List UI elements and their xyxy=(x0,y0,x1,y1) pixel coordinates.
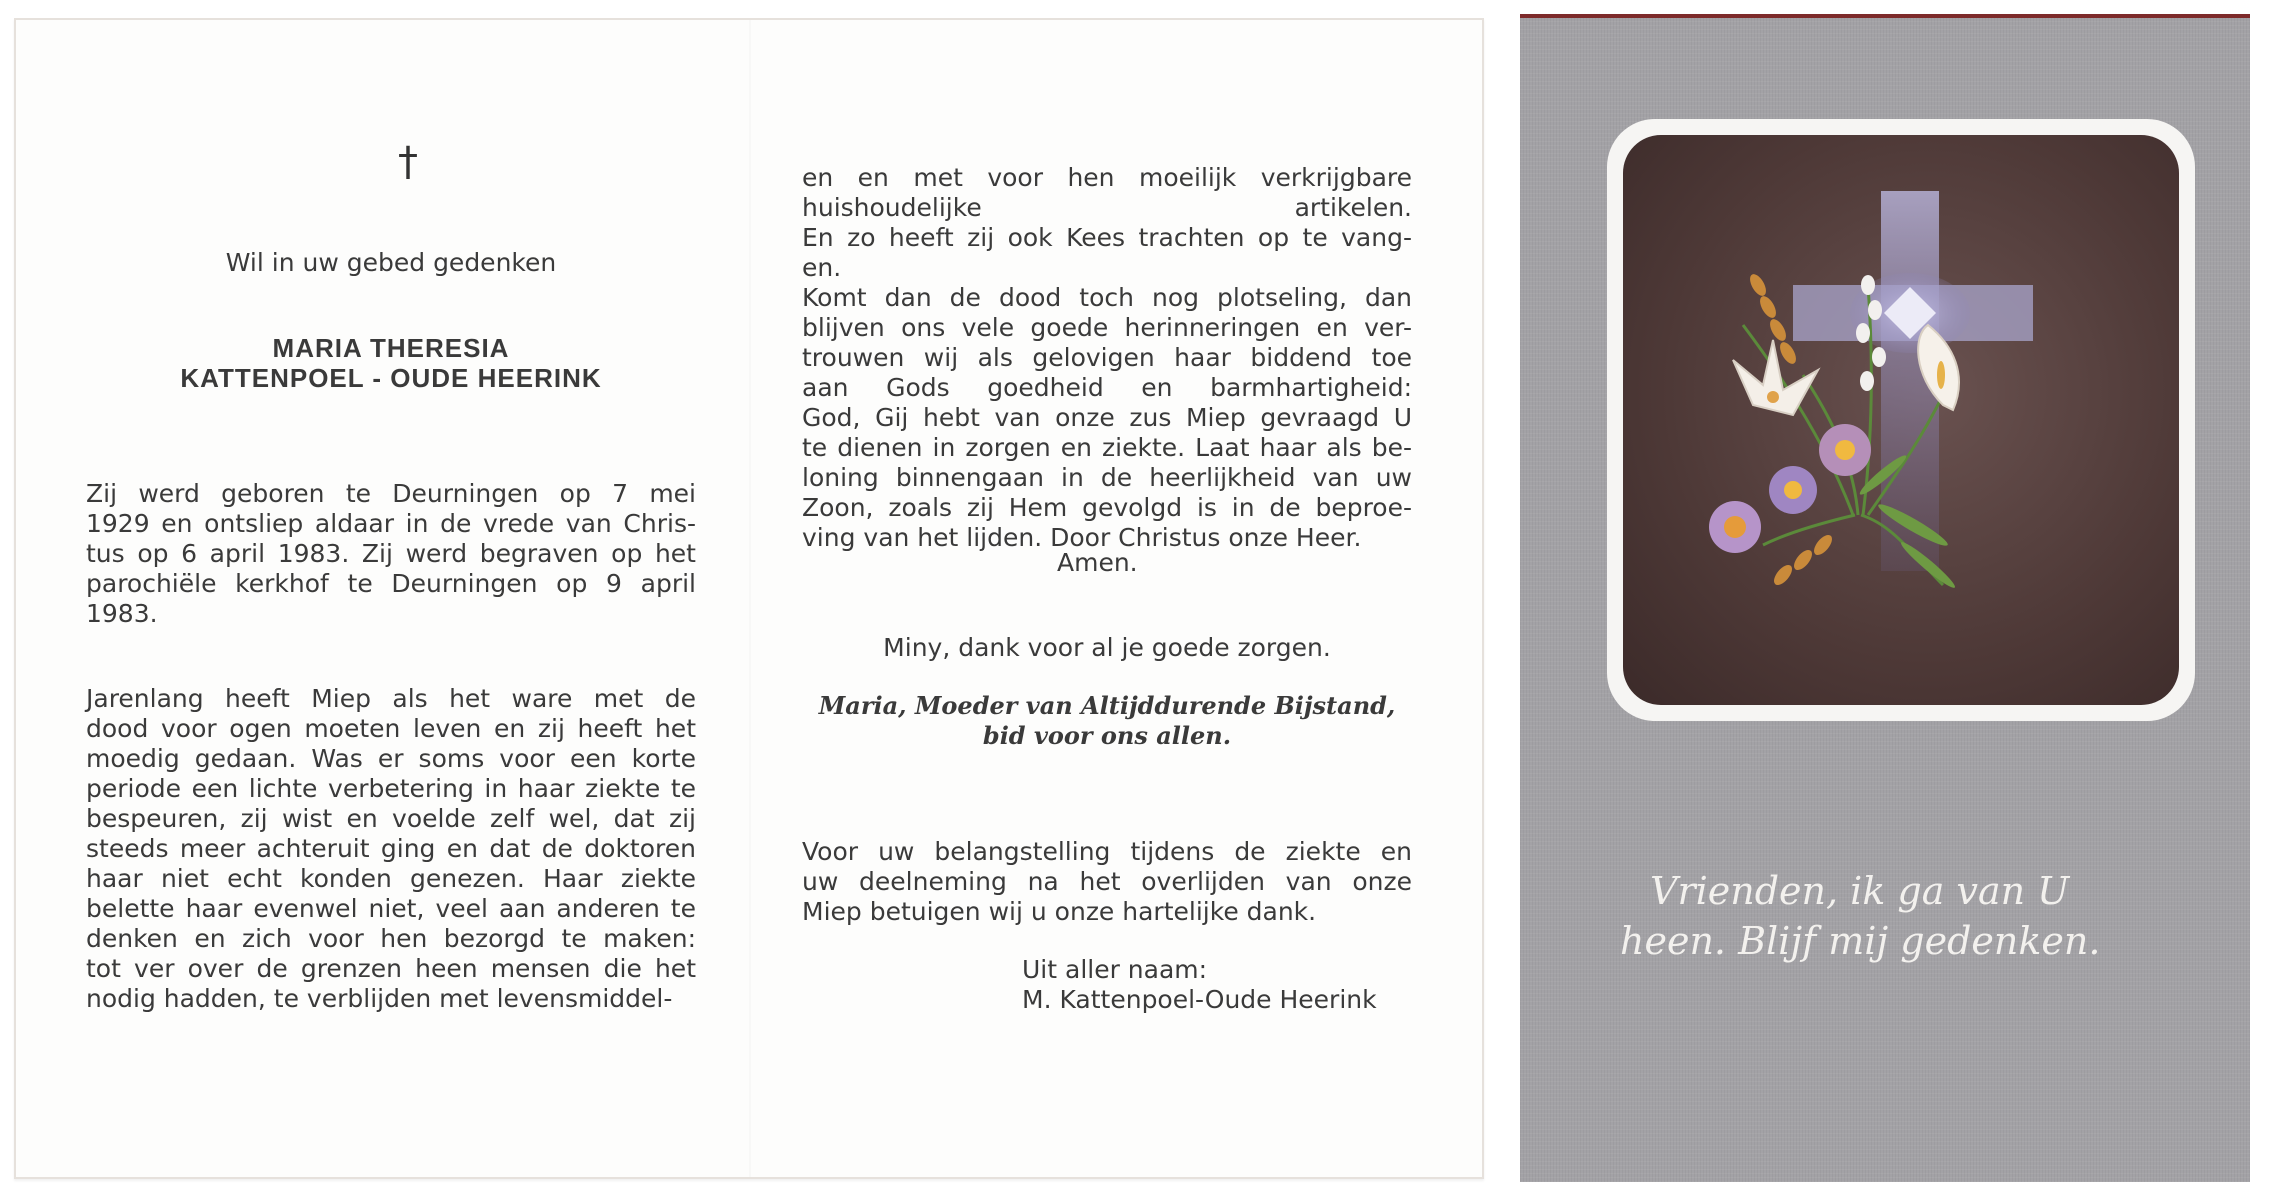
invocation: Wil in uw gebed gedenken xyxy=(225,248,557,277)
continued-line: Zoon, zoals zij Hem gevolgd is in de beproe- xyxy=(802,493,1412,522)
continued-line: Komt dan de dood toch nog plotseling, dan xyxy=(802,283,1412,312)
gratitude-line: Voor uw belangstelling tijdens de ziekte en xyxy=(802,837,1412,866)
gratitude-line: uw deelneming na het overlijden van onze xyxy=(802,867,1412,896)
prayer xyxy=(802,691,1412,751)
continued-line: trouwen wij als gelovigen haar biddend toe xyxy=(802,343,1412,372)
continued-line: en en met voor hen moeilijk verkrijgbare xyxy=(802,163,1412,192)
continued-line: te dienen in zorgen en ziekte. Laat haar als be- xyxy=(802,433,1412,462)
memorial-card-front xyxy=(1520,14,2250,1182)
cross-symbol: † xyxy=(398,139,418,185)
continued-line: en. xyxy=(802,253,842,282)
card-fold xyxy=(749,20,751,1177)
life-line: periode een lichte verbetering in haar ziekte te xyxy=(86,774,696,803)
prayer-line-2: bid voor ons allen. xyxy=(982,721,1232,750)
verse-line-2: heen. Blijf mij gedenken. xyxy=(1620,919,2101,963)
white-lily xyxy=(1733,340,1818,415)
life-line: tot ver over de grenzen heen mensen die het xyxy=(86,954,696,983)
gratitude-paragraph xyxy=(802,837,1412,927)
front-verse xyxy=(1620,866,2210,966)
birth-line: parochiële kerkhof te Deurningen op 9 april xyxy=(86,569,696,598)
life-line: Jarenlang heeft Miep als het ware met de xyxy=(86,684,696,713)
life-line: steeds meer achteruit ging en dat de doktoren xyxy=(86,834,696,863)
continued-line: huishoudelijke artikelen. xyxy=(802,193,1412,222)
cross-flowers-illustration xyxy=(1623,135,2179,705)
life-line: haar niet echt konden genezen. Haar ziekte xyxy=(86,864,696,893)
continued-line: En zo heeft zij ook Kees trachten op te vang- xyxy=(802,223,1412,252)
continued-paragraph xyxy=(802,163,1412,553)
verse-line-1: Vrienden, ik ga van U xyxy=(1650,869,2070,913)
birth-line: 1929 en ontsliep aldaar in de vrede van Chris- xyxy=(86,509,696,538)
name-line-1: MARIA THERESIA xyxy=(272,333,510,363)
cross-with-lilies-image xyxy=(1623,135,2179,705)
life-paragraph xyxy=(86,684,696,1014)
picture-frame xyxy=(1607,119,2195,721)
continued-line: ving van het lijden. Door Christus onze Heer. xyxy=(802,523,1362,552)
memorial-card-inside xyxy=(14,18,1484,1179)
thanks-miny: Miny, dank voor al je goede zorgen. xyxy=(883,633,1331,662)
birth-line: 1983. xyxy=(86,599,158,628)
birth-paragraph xyxy=(86,479,696,629)
signoff-line-2: M. Kattenpoel-Oude Heerink xyxy=(1022,985,1377,1014)
life-line: dood voor ogen moeten leven en zij heeft het xyxy=(86,714,696,743)
birth-line: tus op 6 april 1983. Zij werd begraven op het xyxy=(86,539,696,568)
signoff-line-1: Uit aller naam: xyxy=(1022,955,1208,984)
amen: Amen. xyxy=(1057,548,1138,577)
continued-line: aan Gods goedheid en barmhartigheid: xyxy=(802,373,1412,402)
continued-line: God, Gij hebt van onze zus Miep gevraagd U xyxy=(802,403,1412,432)
deceased-name xyxy=(86,333,696,393)
name-line-2: KATTENPOEL - OUDE HEERINK xyxy=(180,363,602,393)
life-line: nodig hadden, te verblijden met levensmiddel- xyxy=(86,984,673,1013)
continued-line: blijven ons vele goede herinneringen en ver- xyxy=(802,313,1412,342)
life-line: moedig gedaan. Was er soms voor een korte xyxy=(86,744,696,773)
gratitude-line: Miep betuigen wij u onze hartelijke dank. xyxy=(802,897,1317,926)
prayer-line-1: Maria, Moeder van Altijddurende Bijstand, xyxy=(818,691,1396,720)
life-line: bespeuren, zij wist en voelde zelf wel, dat zij xyxy=(86,804,696,833)
life-line: denken en zich voor hen bezorgd te maken: xyxy=(86,924,696,953)
continued-line: loning binnengaan in de heerlijkheid van uw xyxy=(802,463,1412,492)
signoff xyxy=(1022,955,1377,1015)
life-line: belette haar evenwel niet, veel aan anderen te xyxy=(86,894,696,923)
birth-line: Zij werd geboren te Deurningen op 7 mei xyxy=(86,479,696,508)
